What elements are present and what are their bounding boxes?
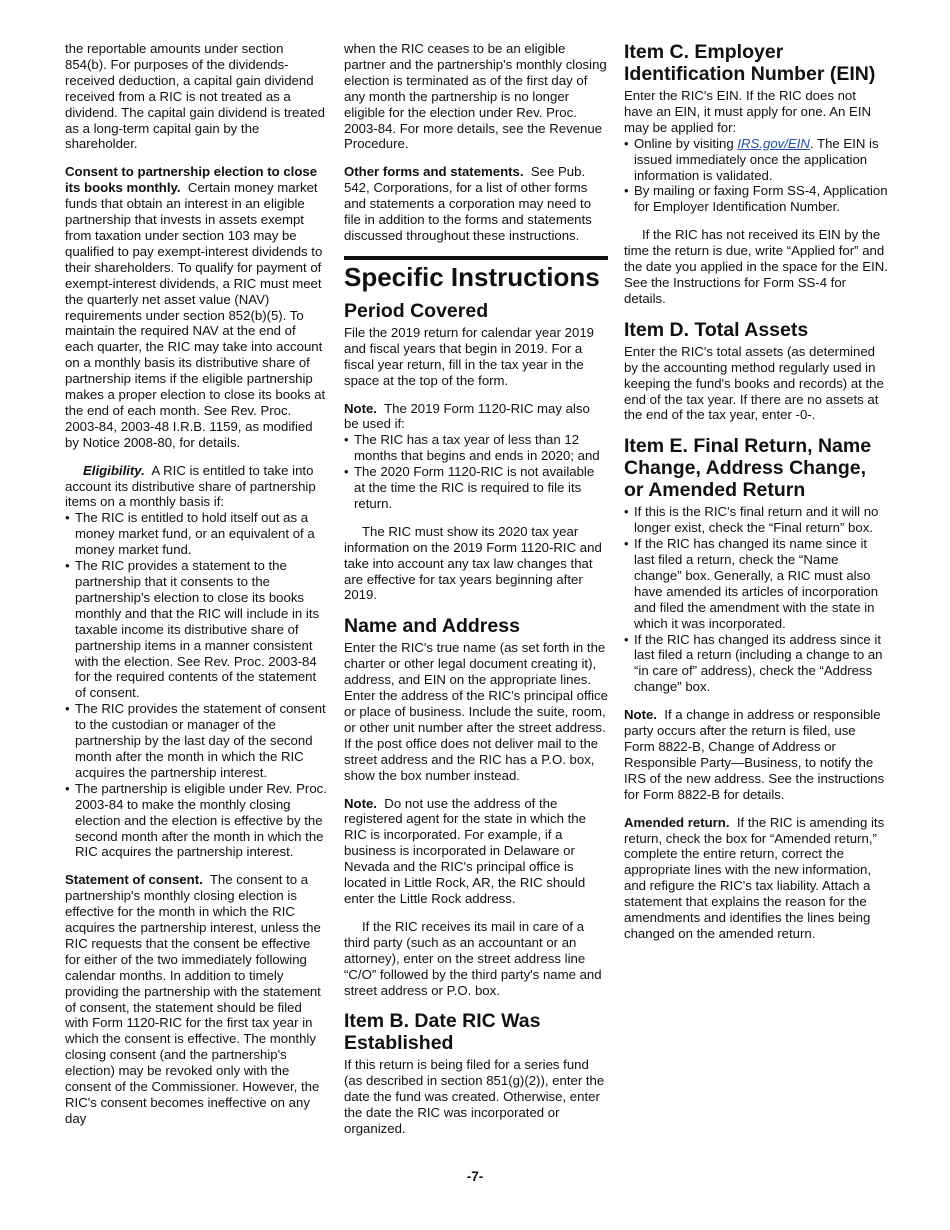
bullet-item: • If the RIC has changed its name since it last filed a return, check the “Name change” box. Generally, a RIC must also have amended its articles of incorporation and filed the amendment with the state in which it was incorporated. — [624, 536, 879, 631]
subsection-title: Period Covered — [344, 299, 489, 322]
paragraph: Enter the RIC's total assets (as determined by the accounting method regularly used in keeping the fund's books and records) at the end of the tax year. If there are no assets at the end of the tax year, enter -0-. — [624, 343, 884, 423]
paragraph: Enter the RIC's EIN. If the RIC does not have an EIN, it must apply for one. An EIN may be applied for: — [624, 88, 872, 135]
bullet-item: • Online by visiting IRS.gov/EIN. The EIN is issued immediately once the application information is validated. — [624, 135, 879, 183]
statement-paragraph — [65, 872, 327, 1127]
subsection-title: Item C. Employer Identification Number (EIN) — [624, 41, 876, 85]
note-paragraph — [344, 796, 608, 907]
paragraph: If the RIC receives its mail in care of a third party (such as an accountant or an attorney), enter on the street address line “C/O” followed by the third party's name and street address or P.O. box. — [344, 918, 602, 998]
column-3 — [624, 41, 888, 954]
run-in-heading: Eligibility. — [83, 462, 145, 478]
run-in-heading: Note. — [624, 707, 657, 723]
bullet-item: • The 2020 Form 1120-RIC is not available at the time the RIC is required to file its return. — [344, 464, 595, 511]
bullet-item: • If this is the RIC's final return and it will no longer exist, check the “Final return” box. — [624, 504, 879, 536]
run-in-heading: Amended return. — [624, 814, 730, 830]
run-in-heading: Consent to partnership election to close its books monthly. — [65, 164, 318, 196]
paragraph-text: Do not use the address of the registered agent for the state in which the RIC is incorporated. For example, if a business is incorporated in Delaware or Nevada and the RIC's principal office is located in Little Rock, AR, the RIC should enter the Little Rock address. — [344, 795, 586, 906]
paragraph-text: The 2019 Form 1120-RIC may also be used if: — [344, 400, 590, 432]
paragraph: The RIC must show its 2020 tax year information on the 2019 Form 1120-RIC and take into account any tax law changes that are effective for tax years beginning after 2019. — [344, 523, 602, 603]
run-in-heading: Note. — [344, 400, 377, 416]
bullet-item: • The RIC provides the statement of consent to the custodian or manager of the partnership by the last day of the second month after the month in which the RIC acquires the partnership interest. — [65, 701, 326, 780]
paragraph-text: A RIC is entitled to take into account its distributive share of partnership items on a monthly basis if: — [65, 462, 316, 510]
paragraph-text: If a change in address or responsible party occurs after the return is filed, use Form 8822-B, Change of Address or Responsible Party—Business, to notify the IRS of the new address. See the instructions for Form 8822-B for details. — [624, 707, 885, 802]
note-paragraph — [344, 401, 608, 433]
run-in-heading: Note. — [344, 795, 377, 811]
paragraph-text: The consent to a partnership's monthly closing election is effective for the month in which the RIC acquires the partnership interest, unless the RIC requests that the consent be effective for either of the two immediately following calendar months. In addition to timely providing the partnership with the statement of consent, the statement should be filed with Form 1120-RIC for the first tax year in which the consent is effective. The monthly closing consent (and the partnership's election) may be revoked only with the consent of the Commissioner. However, the RIC's consent becomes ineffective on any day — [65, 872, 321, 1126]
subsection-title: Name and Address — [344, 615, 520, 638]
consent-paragraph — [65, 164, 327, 450]
paragraph: the reportable amounts under section 854(b). For purposes of the dividends-received deduction, a capital gain dividend received from a RIC is not treated as a dividend. The capital gain dividend is treated as a long-term capital gain by the shareholder. — [65, 41, 326, 152]
paragraph: If the RIC has not received its EIN by the time the return is due, write “Applied for” and the date you applied in the space for the EIN. See the Instructions for Form SS-4 for details. — [624, 227, 888, 306]
run-in-heading: Statement of consent. — [65, 872, 203, 888]
section-title: Specific Instructions — [344, 256, 608, 292]
bullet-item: • The partnership is eligible under Rev. Proc. 2003-84 to make the monthly closing election and the election is effective by the second month after the month in which the RIC acquires the partnership interest. — [65, 780, 327, 860]
subsection-title: Item B. Date RIC Was Established — [344, 1010, 541, 1055]
paragraph: when the RIC ceases to be an eligible partner and the partnership's monthly closing election is terminated as of the first day of any month the partnership is no longer eligible for the election under Rev. Proc. 2003-84. For more details, see the Revenue Procedure. — [344, 41, 607, 152]
bullet-item: • The RIC provides a statement to the partnership that it consents to the partnership's election to close its books monthly and that the RIC will include in its taxable income its distributive share of partnership items in a manner consistent with the election. See Rev. Proc. 2003-84 for the required contents of the statement of consent. — [65, 558, 320, 701]
subsection-title: Item E. Final Return, Name Change, Address Change, or Amended Return — [624, 435, 872, 502]
paragraph: Enter the RIC's true name (as set forth in the charter or other legal document creating it), address, and EIN on the appropriate lines. Enter the address of the RIC's principal office or place of business. Include the suite, room, or other unit number after the street address. If the post office does not deliver mail to the street address and the RIC has a P.O. box, show the box number instead. — [344, 640, 608, 783]
page-number: -7- — [466, 1169, 484, 1184]
bullet-item: • The RIC is entitled to hold itself out as a money market fund, or an equivalent of a money market fund. — [65, 510, 315, 558]
bullet-item: • By mailing or faxing Form SS-4, Application for Employer Identification Number. — [624, 183, 888, 215]
paragraph-text: Certain money market funds that obtain an interest in an eligible partnership that invests in assets exempt from taxation under section 103 may be qualified to pay exempt-interest dividends to their shareholders. To qualify for payment of exempt-interest dividends, a RIC must meet the quarterly net asset value (NAV) requirements under section 852(b)(5). To maintain the required NAV at the end of each quarter, the RIC may take into account on a monthly basis its distributive share of partnership items if the eligible partnership makes a proper election to close its books at the end of each month. See Rev. Proc. 2003-84, 2003-48 I.R.B. 1159, as modified by Notice 2008-80, for details. — [65, 180, 326, 450]
note-paragraph — [624, 707, 888, 802]
bullet-item: • The RIC has a tax year of less than 12 months that begins and ends in 2020; and — [344, 432, 600, 464]
paragraph-text: See Pub. 542, Corporations, for a list of other forms and statements a corporation may need to file in addition to the forms and statements discussed throughout these instructions. — [344, 164, 592, 243]
column-2 — [344, 41, 608, 1149]
subsection-title: Item D. Total Assets — [624, 318, 809, 341]
amended-paragraph — [624, 815, 888, 942]
paragraph: If this return is being filed for a series fund (as described in section 851(g)(2)), enter the date the fund was created. Otherwise, enter the date the RIC was incorporated or organized. — [344, 1057, 605, 1137]
bullet-item: • If the RIC has changed its address since it last filed a return (including a change to an “in care of” address), check the “Address change” box. — [624, 631, 883, 695]
paragraph-text: If the RIC is amending its return, check the box for “Amended return,” complete the entire return, correct the appropriate lines with the new information, and refigure the RIC's tax liability. Attach a statement that explains the reason for the amendments and identifies the lines being changed on the amended return. — [624, 814, 885, 941]
irs-ein-link[interactable]: IRS.gov/EIN — [737, 135, 810, 151]
paragraph: File the 2019 return for calendar year 2019 and fiscal years that begin in 2019. For a fiscal year return, fill in the tax year in the space at the top of the form. — [344, 324, 594, 388]
column-1 — [65, 41, 327, 1139]
eligibility-paragraph — [65, 463, 327, 511]
other-forms-paragraph — [344, 164, 608, 244]
run-in-heading: Other forms and statements. — [344, 164, 524, 180]
